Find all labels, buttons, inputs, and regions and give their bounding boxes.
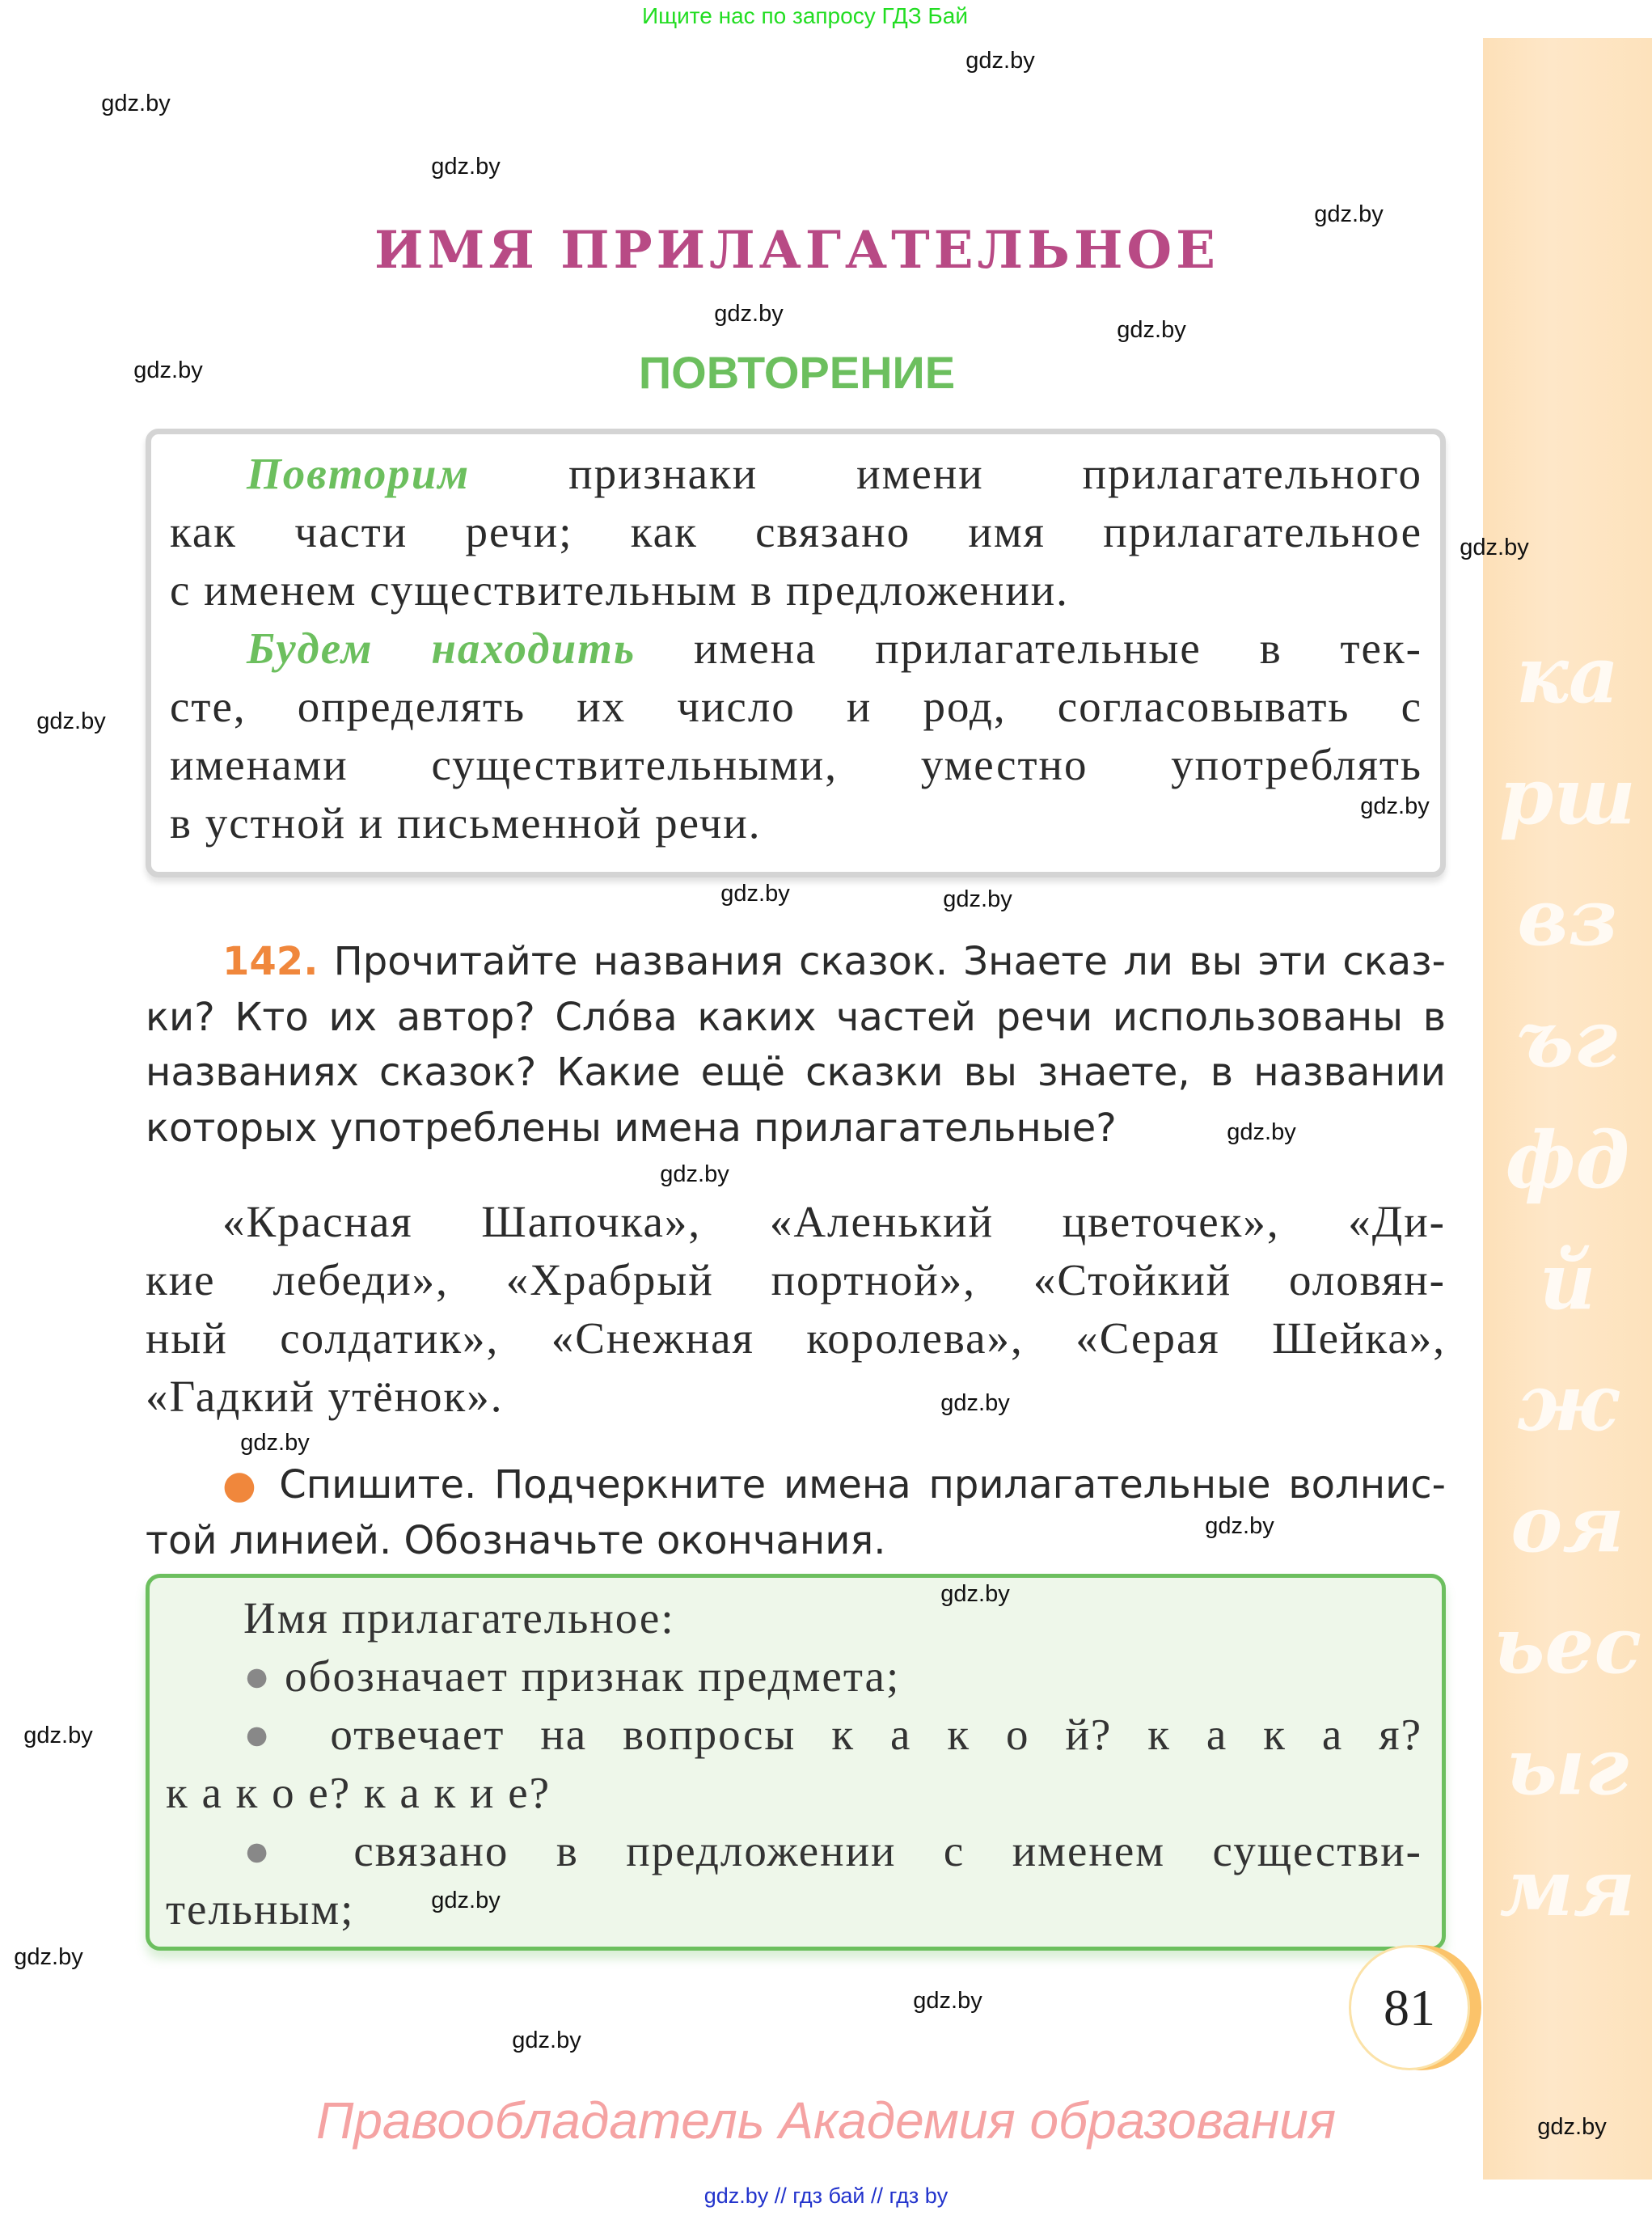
watermark: gdz.by [1205, 1513, 1274, 1539]
watermark: gdz.by [714, 301, 784, 327]
exercise-number: 142. [222, 939, 319, 984]
bullet-icon: ● [243, 1710, 295, 1759]
decorative-letters: каршвзъгфдйжояьесыгмя [1494, 629, 1641, 1934]
watermark: gdz.by [431, 154, 501, 180]
rule-line: тельным; [166, 1884, 355, 1934]
watermark: gdz.by [431, 1888, 501, 1913]
watermark: gdz.by [133, 357, 203, 383]
watermark: gdz.by [512, 2027, 581, 2053]
quote-line: «Красная Шапочка», «Аленький цветочек», «Ди- [222, 1197, 1446, 1246]
goal-line: именами существительными, уместно употреблять [170, 740, 1422, 789]
quote-line: кие лебеди», «Храбрый портной», «Стойкий оловян- [146, 1255, 1446, 1304]
exercise-line: Прочитайте названия сказок. Знаете ли вы эти сказ- [333, 939, 1447, 984]
watermark: gdz.by [943, 886, 1012, 912]
section-subtitle: ПОВТОРЕНИЕ [638, 347, 956, 398]
watermark: gdz.by [36, 708, 106, 734]
watermark: gdz.by [1117, 317, 1186, 343]
fairy-tale-titles [146, 1193, 1446, 1426]
rule-line: обозначает признак предмета; [284, 1651, 901, 1701]
watermark: gdz.by [240, 1430, 310, 1456]
page-title: ИМЯ ПРИЛАГАТЕЛЬНОЕ [374, 220, 1219, 281]
goal-line: с именем существительным в предложении. [170, 565, 1069, 615]
goals-text [170, 445, 1422, 852]
goal-line: сте, определять их число и род, согласовывать с [170, 682, 1422, 731]
watermark: gdz.by [1537, 2114, 1607, 2140]
watermark: gdz.by [1227, 1119, 1296, 1145]
footer-links[interactable]: gdz.by // гдз бай // гдз by [703, 2184, 949, 2208]
bullet-icon: ● [222, 1462, 262, 1507]
exercise-line: которых употреблены имена прилагательные? [146, 1105, 1117, 1151]
quote-line: «Гадкий утёнок». [146, 1372, 504, 1421]
goal-line: признаки имени прилагательного [470, 449, 1422, 498]
goal-highlight: Повторим [247, 449, 471, 498]
watermark: gdz.by [101, 91, 171, 116]
rule-line: связано в предложении с именем существи- [353, 1826, 1422, 1875]
rule-text [166, 1589, 1422, 1939]
page-number: 81 [1349, 1945, 1470, 2070]
exercise-line: ки? Кто их автор? Сло́ва каких частей речи использованы в [146, 994, 1446, 1040]
search-hint: Ищите нас по запросу ГДЗ Бай [641, 3, 969, 28]
goal-highlight: Будем находить [247, 624, 636, 673]
watermark: gdz.by [1460, 535, 1529, 560]
copyright-notice: Правообладатель Академия образования [315, 2091, 1337, 2150]
exercise-line: названиях сказок? Какие ещё сказки вы знаете, в названии [146, 1050, 1446, 1095]
watermark: gdz.by [913, 1988, 982, 2014]
bullet-icon: ● [243, 1826, 306, 1875]
goal-line: имена прилагательные в тек- [636, 624, 1422, 673]
watermark: gdz.by [1360, 793, 1430, 819]
quote-line: ный солдатик», «Снежная королева», «Серая Шейка», [146, 1313, 1446, 1363]
watermark: gdz.by [14, 1944, 83, 1970]
watermark: gdz.by [720, 881, 790, 907]
watermark: gdz.by [940, 1581, 1010, 1607]
rule-heading: Имя прилагательное: [243, 1593, 675, 1643]
watermark: gdz.by [1314, 201, 1384, 227]
watermark: gdz.by [660, 1161, 729, 1187]
watermark: gdz.by [940, 1390, 1010, 1416]
watermark: gdz.by [23, 1723, 93, 1748]
goal-line: в устной и письменной речи. [170, 798, 762, 848]
rule-line: к а к о е? к а к и е? [166, 1768, 551, 1817]
rule-line: отвечает на вопросы к а к о й? к а к а я? [330, 1710, 1422, 1759]
watermark: gdz.by [965, 48, 1035, 74]
task-line: той линией. Обозначьте окончания. [146, 1517, 886, 1563]
goal-line: как части речи; как связано имя прилагательное [170, 507, 1422, 556]
bullet-icon: ● [243, 1651, 273, 1701]
task-line: Спишите. Подчеркните имена прилагательные волнис- [279, 1462, 1446, 1507]
